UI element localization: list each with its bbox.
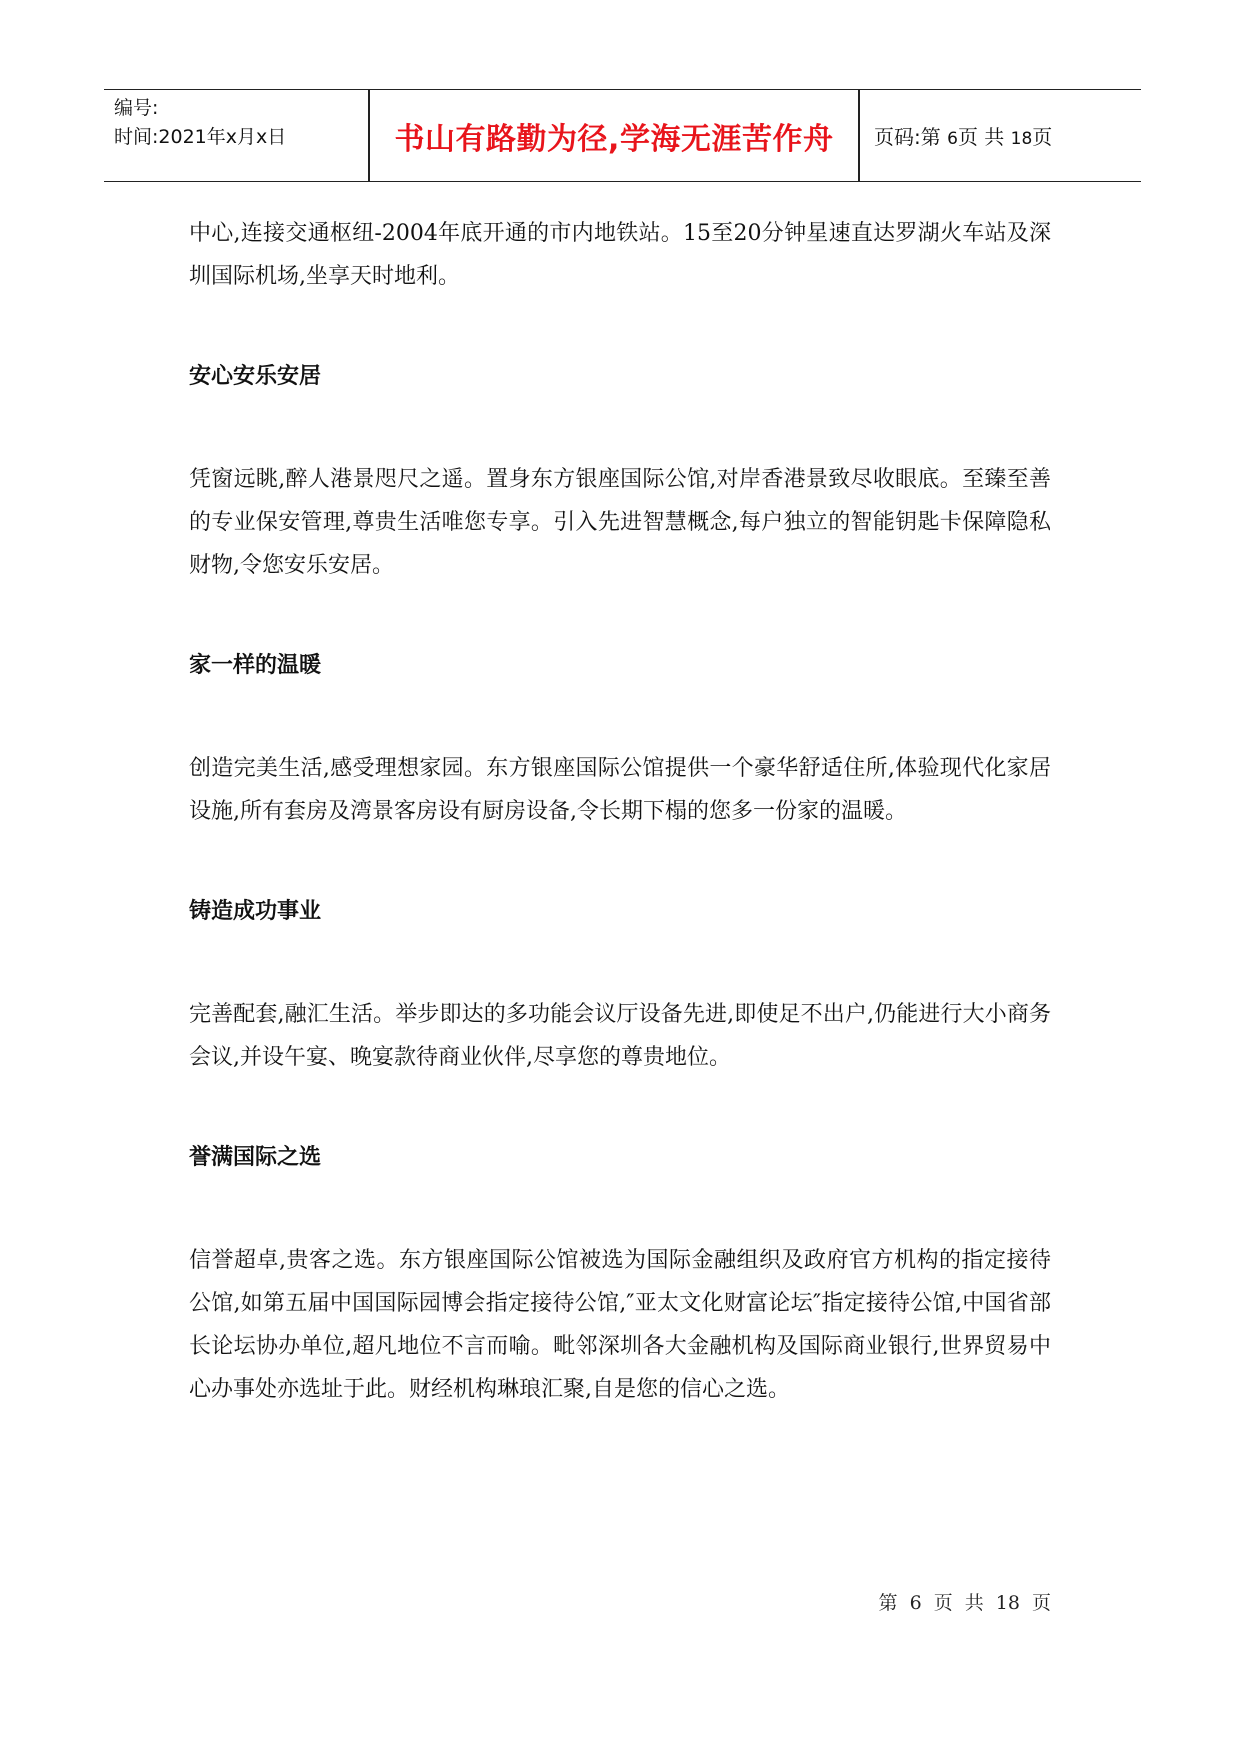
section-heading: 安心安乐安居 — [189, 364, 322, 389]
page-header — [104, 89, 1141, 182]
header-time-label: 时间:2021年x月x日 — [114, 126, 287, 148]
header-page-indicator — [874, 121, 1052, 150]
intro-paragraph: 中心,连接交通枢纽-2004年底开通的市内地铁站。15至20分钟星速直达罗湖火车站及深圳国际机场,坐享天时地利。 — [189, 221, 1051, 289]
header-page-suffix: 页 — [1032, 125, 1053, 149]
header-motto: 书山有路勤为径,学海无涯苦作舟 — [394, 122, 834, 157]
section-paragraph: 信誉超卓,贵客之选。东方银座国际公馆被选为国际金融组织及政府官方机构的指定接待公馆,如第五届中国国际园博会指定接待公馆,″亚太文化财富论坛″指定接待公馆,中国省部长论坛协办单位,超凡地位不言而喻。毗邻深圳各大金融机构及国际商业银行,世界贸易中心办事处亦选址于此。财经机构琳琅汇聚,自是您的信心之选。 — [189, 1248, 1051, 1402]
page-footer: 第 6 页 共 18 页 — [878, 1592, 1051, 1614]
header-meta — [114, 94, 364, 152]
header-page-current: 6 — [947, 129, 958, 149]
header-page-middle: 页 共 — [957, 125, 1005, 149]
section-heading: 铸造成功事业 — [189, 899, 322, 924]
header-page-total: 18 — [1010, 129, 1033, 149]
header-page-prefix: 页码:第 — [874, 125, 941, 149]
section-paragraph: 完善配套,融汇生活。举步即达的多功能会议厅设备先进,即使足不出户,仍能进行大小商务会议,并设午宴、晚宴款待商业伙伴,尽享您的尊贵地位。 — [189, 1002, 1051, 1070]
header-divider — [858, 90, 860, 181]
section-heading: 誉满国际之选 — [189, 1145, 322, 1170]
section-paragraph: 凭窗远眺,醉人港景咫尺之遥。置身东方银座国际公馆,对岸香港景致尽收眼底。至臻至善的专业保安管理,尊贵生活唯您专享。引入先进智慧概念,每户独立的智能钥匙卡保障隐私财物,令您安乐安居。 — [189, 467, 1051, 578]
document-body — [189, 212, 1051, 1411]
section-paragraph: 创造完美生活,感受理想家园。东方银座国际公馆提供一个豪华舒适住所,体验现代化家居设施,所有套房及湾景客房设有厨房设备,令长期下榻的您多一份家的温暖。 — [189, 756, 1051, 824]
header-number-label: 编号: — [114, 97, 159, 119]
section-heading: 家一样的温暖 — [189, 653, 322, 678]
